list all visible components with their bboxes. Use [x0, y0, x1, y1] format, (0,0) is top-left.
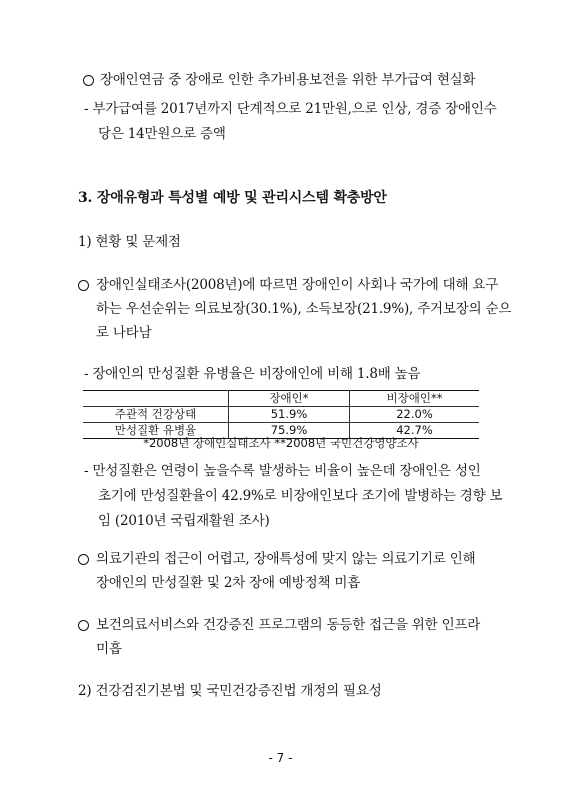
chronic-dash: - 장애인의 만성질환 유병율은 비장애인에 비해 1.8배 높음 — [84, 366, 421, 382]
medical-line-2: 장애인의 만성질환 및 2차 장애 예방정책 미흡 — [96, 575, 361, 591]
page-number: - 7 - — [268, 751, 293, 765]
table-header-cell — [83, 391, 229, 407]
bullet-circle-icon — [78, 620, 89, 631]
pension-line-1: 장애인연금 중 장애로 인한 추가비용보전을 위한 부가급여 현실화 — [100, 72, 476, 88]
table-cell: 만성질환 유병율 — [83, 423, 229, 439]
age-dash-line-3: 임 (2010년 국립재활원 조사) — [98, 513, 270, 529]
survey-line-1: 장애인실태조사(2008년)에 따르면 장애인이 사회나 국가에 대해 요구 — [96, 277, 499, 293]
bullet-circle-icon — [78, 280, 89, 291]
age-dash-line-1: - 만성질환은 연령이 높을수록 발생하는 비율이 높은데 장애인은 성인 — [84, 463, 481, 479]
medical-line-1: 의료기관의 접근이 어렵고, 장애특성에 맞지 않는 의료기기로 인해 — [96, 551, 476, 567]
health-service-line-2: 미흡 — [96, 641, 122, 657]
table-header-cell: 장애인* — [229, 391, 350, 407]
table-cell: 75.9% — [229, 423, 350, 439]
subheading-2: 2) 건강검진기본법 및 국민건강증진법 개정의 필요성 — [78, 683, 382, 699]
age-dash-line-2: 초기에 만성질환율이 42.9%로 비장애인보다 조기에 발병하는 경향 보 — [98, 488, 503, 504]
table-row — [83, 407, 479, 423]
section-heading-3: 3. 장애유형과 특성별 예방 및 관리시스템 확충방안 — [78, 190, 387, 206]
health-comparison-table — [83, 390, 479, 439]
table-cell: 주관적 건강상태 — [83, 407, 229, 423]
survey-line-2: 하는 우선순위는 의료보장(30.1%), 소득보장(21.9%), 주거보장의 순으 — [96, 301, 512, 317]
table-cell: 51.9% — [229, 407, 350, 423]
health-service-line-1: 보건의료서비스와 건강증진 프로그램의 동등한 접근을 위한 인프라 — [96, 617, 481, 633]
bullet-circle-icon — [78, 554, 89, 565]
table-header-cell: 비장애인** — [350, 391, 480, 407]
subheading-1: 1) 현황 및 문제점 — [78, 234, 181, 250]
survey-line-3: 로 나타남 — [96, 325, 152, 341]
table-source-note: *2008년 장애인실태조사 **2008년 국민건강영양조사 — [143, 436, 419, 450]
pension-dash-line-2: 당은 14만원으로 증액 — [98, 126, 226, 142]
table-header-row — [83, 391, 479, 407]
pension-dash-line-1: - 부가급여를 2017년까지 단계적으로 21만원,으로 인상, 경증 장애인수 — [84, 101, 497, 117]
bullet-circle-icon — [83, 75, 94, 86]
table-cell: 22.0% — [350, 407, 480, 423]
table-cell: 42.7% — [350, 423, 480, 439]
